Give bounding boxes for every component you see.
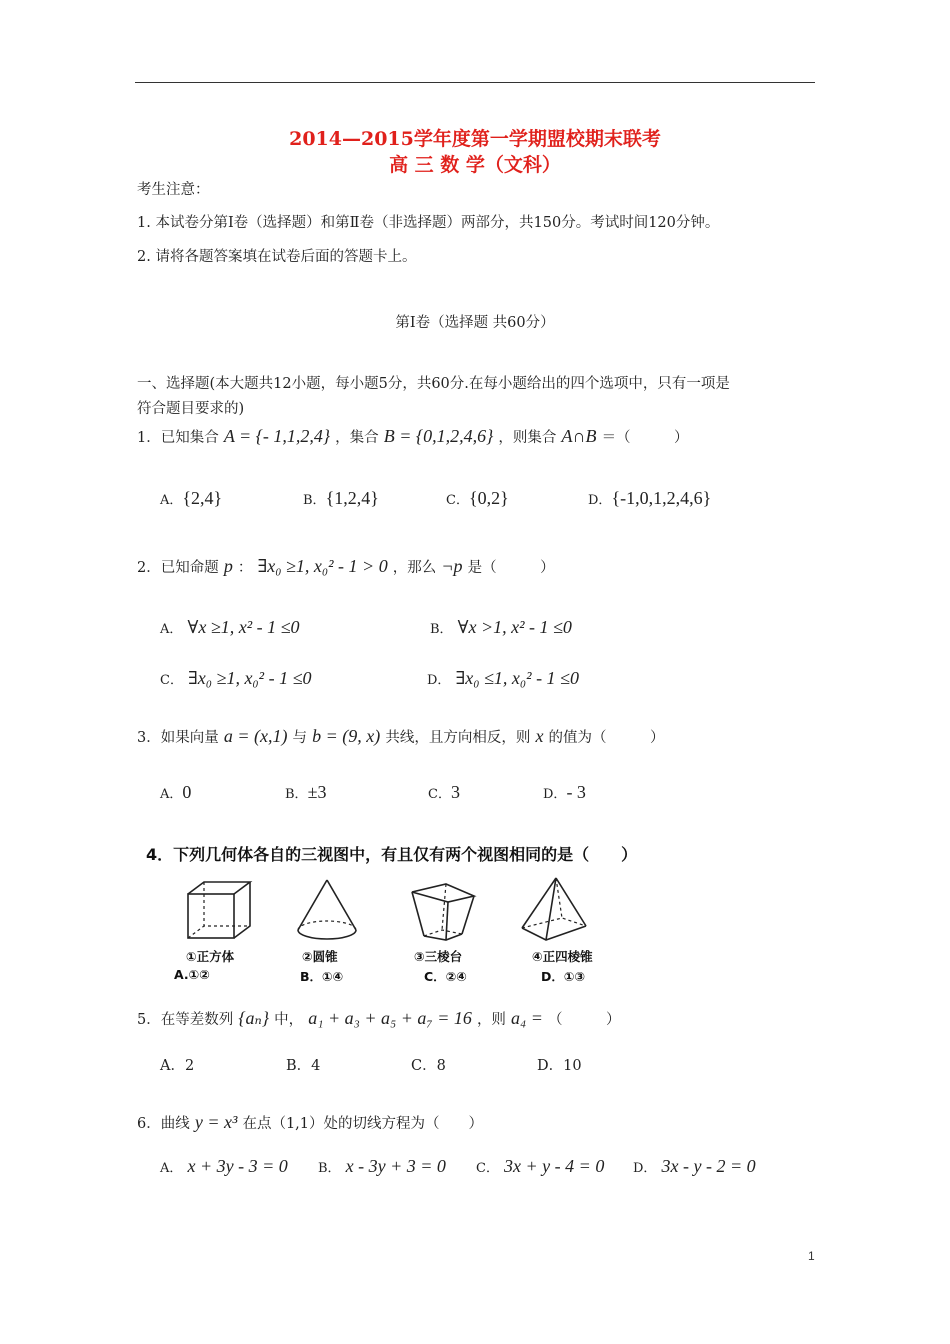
- q5-target: a₄ =: [511, 1008, 543, 1028]
- q6-prefix: 6．曲线: [137, 1116, 190, 1132]
- q2-not-p: ¬p: [441, 556, 463, 576]
- figure-label-frustum: ③三棱台: [414, 949, 463, 964]
- exam-title: 2014—2015学年度第一学期盟校期末联考: [289, 128, 661, 150]
- figure-label-cone: ②圆锥: [302, 949, 338, 964]
- q2-colon: ：: [237, 560, 253, 576]
- q1-mid2: ，则集合: [498, 430, 557, 446]
- q1-option-d: D．{-1,0,1,2,4,6}: [588, 488, 712, 508]
- q5-sequence: {aₙ}: [238, 1008, 270, 1028]
- q5-option-b: B．4: [286, 1058, 321, 1074]
- q6-option-b: B． x - 3y + 3 = 0: [318, 1156, 446, 1176]
- section-intro-line1: 一、选择题(本大题共12小题，每小题5分，共60分.在每小题给出的四个选项中，只有一项是: [137, 376, 730, 392]
- notice-heading: 考生注意：: [137, 182, 210, 198]
- page-number: 1: [808, 1249, 815, 1263]
- q5-prefix: 5．在等差数列: [137, 1012, 234, 1028]
- q3-option-b: B．±3: [285, 782, 327, 802]
- q1-tail: ＝（ ）: [601, 430, 689, 446]
- q3-vector-b: b = (9, x): [312, 726, 381, 746]
- q1-option-a: A．{2,4}: [160, 488, 223, 508]
- q3-prefix: 3．如果向量: [137, 730, 219, 746]
- q1-option-c: C．{0,2}: [446, 488, 509, 508]
- q2-option-b: B． ∀x >1, x² - 1 ≤0: [430, 617, 572, 637]
- frustum-figure: [406, 874, 480, 946]
- q2-statement: ∃x₀ ≥1, x₀² - 1 > 0: [257, 556, 388, 576]
- figure-label-cube: ①正方体: [186, 949, 235, 964]
- q5-tail: （ ）: [548, 1012, 621, 1028]
- q4-option-c: C．②④: [424, 969, 467, 984]
- q1-mid: ，集合: [335, 430, 379, 446]
- q1-option-b: B．{1,2,4}: [303, 488, 379, 508]
- q5-option-c: C．8: [411, 1058, 446, 1074]
- q5-mid: 中，: [274, 1012, 304, 1028]
- q3-option-d: D．- 3: [543, 782, 586, 802]
- notice-item-2: 2. 请将各题答案填在试卷后面的答题卡上。: [137, 249, 417, 265]
- q5-option-d: D．10: [537, 1058, 582, 1074]
- q1-expr: A∩B: [561, 426, 597, 446]
- q4-option-a: A.①②: [174, 967, 210, 982]
- section-title: 第Ⅰ卷（选择题 共60分）: [395, 315, 555, 331]
- q6-option-d: D． 3x - y - 2 = 0: [633, 1156, 756, 1176]
- q2-p: p: [223, 556, 233, 576]
- q5-mid2: ，则: [476, 1012, 506, 1028]
- notice-item-1: 1. 本试卷分第Ⅰ卷（选择题）和第Ⅱ卷（非选择题）两部分，共150分。考试时间120分钟。: [137, 215, 720, 231]
- q3-option-a: A．0: [160, 782, 192, 802]
- q2-option-a: A． ∀x ≥1, x² - 1 ≤0: [160, 617, 300, 637]
- question-4: 4．下列几何体各自的三视图中，有且仅有两个视图相同的是（ ）: [146, 845, 638, 864]
- question-3: [137, 726, 665, 747]
- cube-figure: [180, 874, 260, 946]
- question-5: [137, 1008, 621, 1029]
- q6-tail: 在点（1,1）处的切线方程为（ ）: [242, 1116, 484, 1132]
- q1-prefix: 1．已知集合: [137, 430, 219, 446]
- q6-option-a: A． x + 3y - 3 = 0: [160, 1156, 288, 1176]
- q4-option-b: B．①④: [300, 969, 344, 984]
- question-2: [137, 556, 555, 577]
- question-6: [137, 1112, 483, 1133]
- q2-prefix: 2．已知命题: [137, 560, 219, 576]
- q2-mid: ，那么: [392, 560, 437, 576]
- q3-x: x: [535, 726, 544, 746]
- q1-set-a: A = {- 1,1,2,4}: [223, 426, 331, 446]
- section-intro-line2: 符合题目要求的): [137, 401, 245, 417]
- question-1: [137, 426, 689, 447]
- q6-curve: y = x³: [194, 1112, 238, 1132]
- q3-vector-a: a = (x,1): [223, 726, 288, 746]
- q2-tail: 是（ ）: [467, 560, 555, 576]
- q1-set-b: B = {0,1,2,4,6}: [383, 426, 494, 446]
- figure-label-pyramid: ④正四棱锥: [532, 949, 593, 964]
- q2-option-c: C． ∃x₀ ≥1, x₀² - 1 ≤0: [160, 668, 312, 688]
- q3-mid2: 共线，且方向相反，则: [385, 730, 531, 746]
- q3-mid: 与: [292, 730, 308, 746]
- cone-figure: [292, 874, 362, 946]
- top-rule: [135, 82, 815, 83]
- pyramid-figure: [516, 874, 592, 946]
- q5-option-a: A．2: [160, 1058, 195, 1074]
- q6-option-c: C． 3x + y - 4 = 0: [476, 1156, 605, 1176]
- q3-tail: 的值为（ ）: [548, 730, 665, 746]
- q4-option-d: D．①③: [541, 969, 586, 984]
- q5-equation: a₁ + a₃ + a₅ + a₇ = 16: [308, 1008, 472, 1028]
- q3-option-c: C．3: [428, 782, 460, 802]
- exam-subtitle: 高 三 数 学（文科）: [389, 154, 561, 176]
- q2-option-d: D． ∃x₀ ≤1, x₀² - 1 ≤0: [427, 668, 579, 688]
